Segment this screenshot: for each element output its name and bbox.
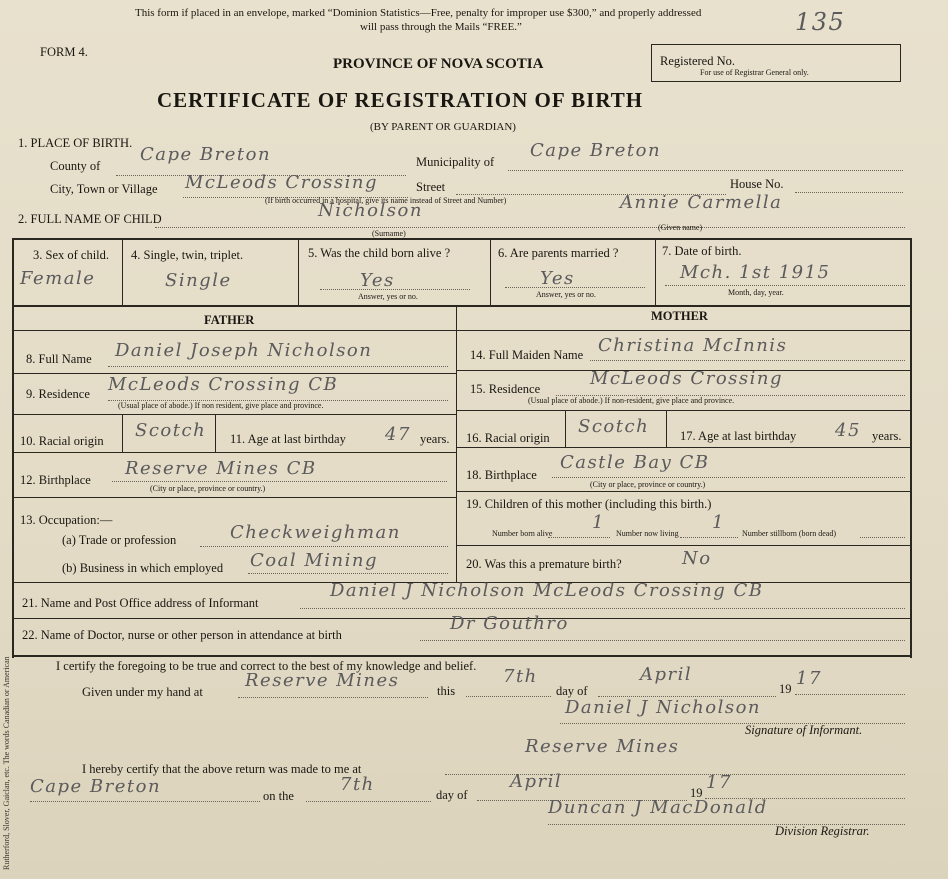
- alive-value: Yes: [360, 270, 395, 291]
- doctor-value: Dr Gouthro: [450, 613, 569, 634]
- municipality-label: Municipality of: [416, 155, 495, 169]
- living-label: Number now living: [616, 529, 679, 538]
- municipality-value: Cape Breton: [530, 140, 662, 161]
- given-place-value: Reserve Mines: [245, 670, 400, 691]
- registrar-signature: Duncan J MacDonald: [548, 797, 768, 818]
- mail-notice-line2: will pass through the Mails “FREE.”: [360, 21, 522, 33]
- registrar-county-value: Cape Breton: [30, 776, 162, 797]
- city-value: McLeods Crossing: [185, 172, 378, 193]
- mother-birthplace-label: 18. Birthplace: [466, 468, 537, 482]
- child-given-value: Annie Carmella: [620, 192, 783, 213]
- premature-value: No: [682, 548, 712, 569]
- registrar-caption: Division Registrar.: [775, 824, 870, 838]
- business-value: Coal Mining: [250, 550, 378, 571]
- children-label: 19. Children of this mother (including this birth.): [466, 497, 712, 511]
- registrar-month-value: April: [510, 771, 563, 792]
- registrar-on-label: on the: [263, 789, 294, 803]
- trade-label: (a) Trade or profession: [62, 533, 177, 547]
- mother-years: years.: [872, 429, 902, 443]
- alive-caption: Answer, yes or no.: [358, 292, 418, 301]
- given-under-label: Given under my hand at: [82, 685, 203, 699]
- surname-caption: (Surname): [372, 229, 406, 238]
- registrar-use-caption: For use of Registrar General only.: [700, 68, 809, 77]
- father-racial-value: Scotch: [135, 420, 207, 441]
- county-label: County of: [50, 159, 101, 173]
- certify-year-value: 17: [796, 668, 822, 689]
- registrar-year-prefix: 19: [690, 786, 703, 800]
- born-alive-value: 1: [592, 512, 605, 533]
- street-label: Street: [416, 180, 446, 194]
- father-birthplace-label: 12. Birthplace: [20, 473, 91, 487]
- handwritten-number: 135: [795, 8, 846, 36]
- mother-residence-value: McLeods Crossing: [590, 368, 783, 389]
- father-age-label: 11. Age at last birthday: [230, 432, 346, 446]
- father-birthplace-caption: (City or place, province or country.): [150, 484, 266, 493]
- sex-label: 3. Sex of child.: [33, 248, 110, 262]
- premature-label: 20. Was this a premature birth?: [466, 557, 622, 571]
- certify-day-of-label: day of: [556, 684, 588, 698]
- informant-signature: Daniel J Nicholson: [565, 697, 762, 718]
- born-alive-label: Number born alive: [492, 529, 553, 538]
- mother-residence-label: 15. Residence: [470, 382, 541, 396]
- certify-day-value: 7th: [503, 666, 538, 687]
- occupation-label: 13. Occupation:—: [20, 513, 113, 527]
- father-name-label: 8. Full Name: [26, 352, 92, 366]
- registrar-place-value: Reserve Mines: [525, 736, 680, 757]
- registrar-year-value: 17: [706, 772, 732, 793]
- informant-signature-caption: Signature of Informant.: [745, 723, 863, 737]
- mother-name-label: 14. Full Maiden Name: [470, 348, 584, 362]
- side-margin-text: Rutherford, Slover, Gaiclan, etc. The words Canadian or American: [2, 656, 11, 870]
- business-label: (b) Business in which employed: [62, 561, 224, 575]
- stillborn-label: Number stillborn (born dead): [742, 529, 836, 538]
- alive-label: 5. Was the child born alive ?: [308, 246, 451, 260]
- mother-birthplace-value: Castle Bay CB: [560, 452, 710, 473]
- date-caption: Month, day, year.: [728, 288, 784, 297]
- registrar-day-value: 7th: [340, 774, 375, 795]
- father-racial-label: 10. Racial origin: [20, 434, 104, 448]
- mother-racial-label: 16. Racial origin: [466, 431, 550, 445]
- mother-residence-caption: (Usual place of abode.) If non-resident, give place and province.: [528, 396, 735, 405]
- hospital-note: (If birth occurred in a hospital, give its name instead of Street and Number): [265, 196, 507, 205]
- place-of-birth-heading: 1. PLACE OF BIRTH.: [18, 136, 133, 150]
- registrar-day-of-label: day of: [436, 788, 468, 802]
- form-number: FORM 4.: [40, 45, 88, 59]
- single-label: 4. Single, twin, triplet.: [131, 248, 244, 262]
- informant-label: 21. Name and Post Office address of Informant: [22, 596, 259, 610]
- registrar-statement: I hereby certify that the above return was made to me at: [82, 762, 362, 776]
- married-value: Yes: [540, 268, 575, 289]
- mother-name-value: Christina McInnis: [598, 335, 788, 356]
- mother-racial-value: Scotch: [578, 416, 650, 437]
- sex-value: Female: [20, 268, 96, 289]
- page-title: CERTIFICATE OF REGISTRATION OF BIRTH: [157, 88, 644, 112]
- father-name-value: Daniel Joseph Nicholson: [115, 340, 373, 361]
- father-age-value: 47: [385, 424, 411, 445]
- mother-heading: MOTHER: [651, 309, 708, 323]
- mother-age-value: 45: [835, 420, 861, 441]
- certify-month-value: April: [640, 664, 693, 685]
- date-label: 7. Date of birth.: [662, 244, 742, 258]
- county-value: Cape Breton: [140, 144, 272, 165]
- married-label: 6. Are parents married ?: [498, 246, 619, 260]
- single-value: Single: [165, 270, 232, 291]
- father-residence-value: McLeods Crossing CB: [108, 374, 339, 395]
- married-caption: Answer, yes or no.: [536, 290, 596, 299]
- city-label: City, Town or Village: [50, 182, 158, 196]
- certify-year-prefix: 19: [779, 682, 792, 696]
- child-name-label: 2. FULL NAME OF CHILD: [18, 212, 162, 226]
- living-value: 1: [712, 512, 725, 533]
- page-subtitle: (BY PARENT OR GUARDIAN): [370, 121, 516, 133]
- certify-this-label: this: [437, 684, 456, 698]
- father-heading: FATHER: [204, 313, 255, 327]
- child-surname-value: Nicholson: [318, 200, 423, 221]
- mother-birthplace-caption: (City or place, province or country.): [590, 480, 706, 489]
- father-residence-caption: (Usual place of abode.) If non resident, give place and province.: [118, 401, 324, 410]
- house-no-label: House No.: [730, 177, 784, 191]
- father-birthplace-value: Reserve Mines CB: [125, 458, 317, 479]
- informant-value: Daniel J Nicholson McLeods Crossing CB: [330, 580, 764, 601]
- given-caption: (Given name): [658, 223, 703, 232]
- certify-statement: I certify the foregoing to be true and correct to the best of my knowledge and belief.: [56, 659, 477, 673]
- father-residence-label: 9. Residence: [26, 387, 90, 401]
- doctor-label: 22. Name of Doctor, nurse or other person in attendance at birth: [22, 628, 342, 642]
- mail-notice-line1: This form if placed in an envelope, marked “Dominion Statistics—Free, penalty for improper use $300,” and properly addressed: [135, 7, 702, 19]
- mother-age-label: 17. Age at last birthday: [680, 429, 797, 443]
- province-heading: PROVINCE OF NOVA SCOTIA: [333, 56, 544, 72]
- father-years: years.: [420, 432, 450, 446]
- registered-no-label: Registered No.: [660, 54, 735, 68]
- date-value: Mch. 1st 1915: [680, 262, 831, 283]
- trade-value: Checkweighman: [230, 522, 401, 543]
